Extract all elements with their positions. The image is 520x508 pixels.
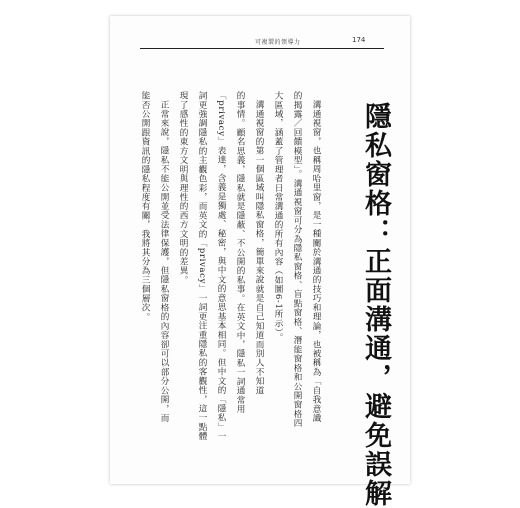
body-column-8: 現了感性的東方文明與理性的西方文明的差異。 [178, 91, 188, 285]
page-number: 174 [352, 36, 366, 44]
body-column-4: 溝通視窗的第一個區域叫隱私窗格，簡單來說就是自己知道而別人不知道 [254, 100, 264, 396]
section-title: 隱私窗格：正面溝通，避免誤解 [360, 102, 391, 508]
body-column-1: 溝通視窗，也稱周哈里窗，是一種關於溝通的技巧和理論，也被稱為「自我意識 [311, 100, 321, 423]
running-header: 可複製的領導力 [255, 39, 301, 46]
body-column-2: 的揭露／回饋模型」。溝通視窗可分為隱私窗格、盲點窗格、潛能窗格和公開窗格四 [292, 91, 302, 428]
body-column-3: 大區域，涵蓋了管理者日常溝通的所有內容（如圖6-1所示）。 [273, 91, 283, 343]
body-column-5: 的事情。顧名思義，隱私就是隱蔽、不公開的私事。在英文中，隱私一詞通常用 [235, 91, 245, 414]
body-column-7: 詞更強調隱私的主觀色彩，而英文的「privacy」一詞更注重隱私的客觀性，這一點體 [197, 91, 207, 441]
body-column-9: 正常來說，隱私不能公開並受法律保護，但隱私窗格的內容卻可以部分公開，而 [159, 100, 169, 423]
header-rule [140, 48, 384, 49]
body-column-6: 「privacy」表達，含義是獨處、秘密，與中文的意思基本相同。但中文的「隱私」一 [216, 91, 226, 441]
body-column-10: 能否公開跟資訊的隱私程度有關，我將其分為三個層次。 [140, 91, 150, 322]
